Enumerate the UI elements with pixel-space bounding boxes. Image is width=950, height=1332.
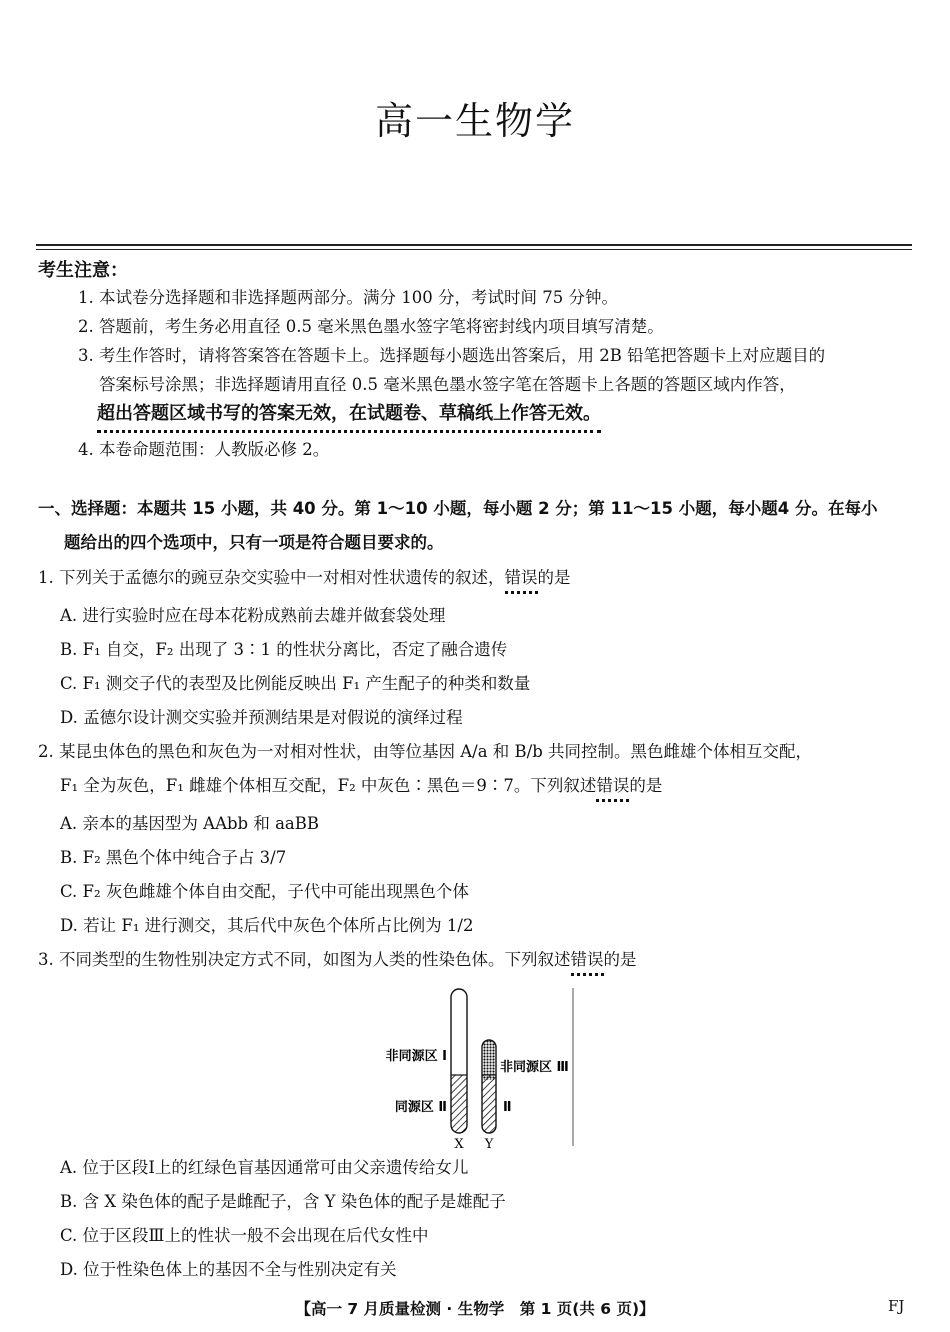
question-3-option-a: A. 位于区段Ⅰ上的红绿色盲基因通常可由父亲遗传给女儿 (60, 1158, 469, 1177)
emphasis-word: 错误 (505, 568, 538, 594)
footer-code: FJ (888, 1297, 905, 1315)
stem-text: 的是 (629, 776, 663, 795)
stem-text: F₁ 全为灰色，F₁ 雌雄个体相互交配，F₂ 中灰色∶黑色＝9∶7。下列叙述 (60, 776, 597, 795)
label-nonhomologous-3: 非同源区 Ⅲ (500, 1060, 569, 1075)
question-1-option-a: A. 进行实验时应在母本花粉成熟前去雄并做套袋处理 (60, 606, 446, 625)
question-1-option-b: B. F₁ 自交，F₂ 出现了 3∶1 的性状分离比，否定了融合遗传 (60, 640, 508, 659)
notice-item-2: 2. 答题前，考生务必用直径 0.5 毫米黑色墨水签字笔将密封线内项目填写清楚。 (78, 317, 664, 336)
header-rule-thick (36, 244, 912, 246)
notice-heading: 考生注意： (38, 260, 128, 281)
question-3-option-c: C. 位于区段Ⅲ上的性状一般不会出现在后代女性中 (60, 1226, 429, 1245)
question-2-stem-line-1: 2. 某昆虫体色的黑色和灰色为一对相对性状，由等位基因 A/a 和 B/b 共同控制。黑色雌雄个体相互交配， (38, 742, 813, 761)
notice-item-3-line-3 (97, 402, 601, 426)
stem-text: 3. 不同类型的生物性别决定方式不同，如图为人类的性染色体。下列叙述 (38, 950, 571, 969)
stem-text: 的是 (603, 950, 637, 969)
question-1-option-d: D. 孟德尔设计测交实验并预测结果是对假说的演绎过程 (60, 708, 463, 727)
question-2-option-d: D. 若让 F₁ 进行测交，其后代中灰色个体所占比例为 1/2 (60, 916, 474, 935)
label-x: X (454, 1137, 464, 1152)
question-1-option-c: C. F₁ 测交子代的表型及比例能反映出 F₁ 产生配子的种类和数量 (60, 674, 531, 693)
question-2-stem-line-2 (60, 774, 662, 798)
notice-item-1: 1. 本试卷分选择题和非选择题两部分。满分 100 分，考试时间 75 分钟。 (78, 288, 618, 307)
emphasis-word: 错误 (571, 950, 604, 976)
header-rule-thin (36, 249, 912, 250)
question-2-option-b: B. F₂ 黑色个体中纯合子占 3/7 (60, 848, 287, 867)
y-chromosome (482, 1040, 496, 1135)
stem-text: 的是 (537, 568, 571, 587)
notice-item-3-line-2: 答案标号涂黑；非选择题请用直径 0.5 毫米黑色墨水签字笔在答题卡上各题的答题区域内作答， (99, 375, 796, 394)
sex-chromosome-diagram (360, 986, 580, 1152)
section-heading-line-2: 题给出的四个选项中，只有一项是符合题目要求的。 (64, 533, 444, 552)
question-3-option-b: B. 含 X 染色体的配子是雌配子，含 Y 染色体的配子是雄配子 (60, 1192, 506, 1211)
label-nonhomologous-1: 非同源区 Ⅰ (385, 1049, 447, 1064)
label-y: Y (484, 1137, 494, 1152)
x-chromosome (451, 989, 467, 1135)
page-title: 高一生物学 (374, 99, 575, 143)
stem-text: 1. 下列关于孟德尔的豌豆杂交实验中一对相对性状遗传的叙述， (38, 568, 505, 587)
section-heading-line-1: 一、选择题：本题共 15 小题，共 40 分。第 1～10 小题，每小题 2 分；第 11～15 小题，每小题4 分。在每小 (38, 499, 878, 518)
label-y-homologous-2: Ⅱ (503, 1100, 512, 1115)
question-3-option-d: D. 位于性染色体上的基因不全与性别决定有关 (60, 1260, 397, 1279)
emphasis-word: 错误 (596, 776, 629, 802)
notice-item-3-line-1: 3. 考生作答时，请将答案答在答题卡上。选择题每小题选出答案后，用 2B 铅笔把答题卡上对应题目的 (78, 346, 826, 365)
notice-item-4: 4. 本卷命题范围：人教版必修 2。 (78, 440, 330, 459)
question-3-stem (38, 948, 637, 972)
question-2-option-a: A. 亲本的基因型为 AAbb 和 aaBB (60, 814, 320, 833)
page-footer: 【高一 7 月质量检测 · 生物学 第 1 页(共 6 页)】 (295, 1300, 655, 1318)
notice-emphasis: 超出答题区域书写的答案无效，在试题卷、草稿纸上作答无效。 (97, 403, 601, 433)
question-2-option-c: C. F₂ 灰色雌雄个体自由交配，子代中可能出现黑色个体 (60, 882, 469, 901)
label-homologous-2: 同源区 Ⅱ (394, 1100, 447, 1115)
question-1-stem (38, 566, 571, 590)
